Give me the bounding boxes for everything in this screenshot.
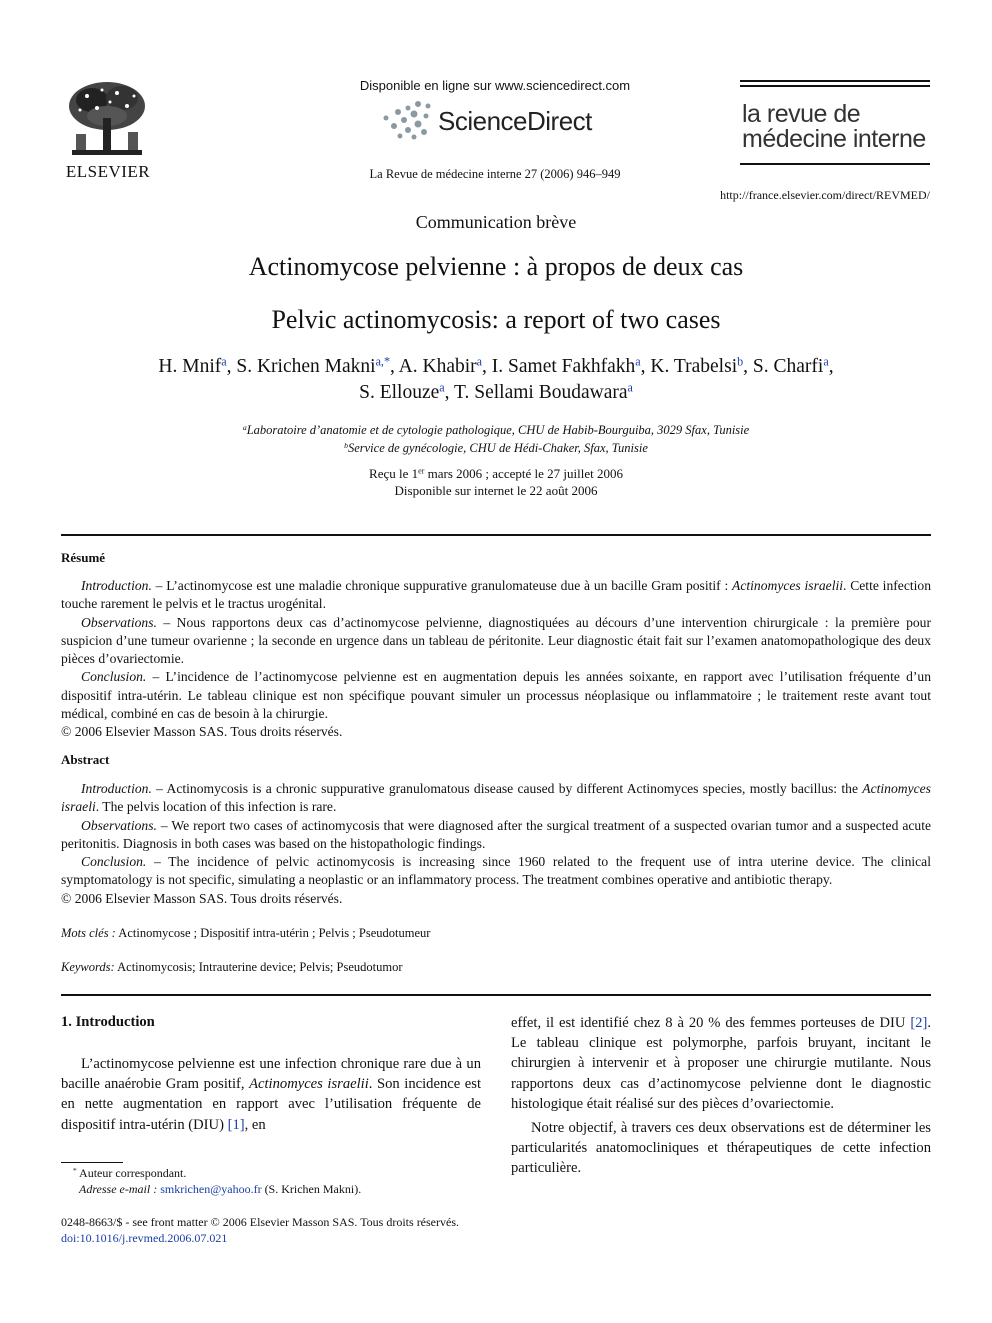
abstract-introduction: Introduction. – Actinomycosis is a chronic suppurative granulomatous disease caused by different Actinomyces species, mostly bacillus: the Actinomyces israeli. The pelvis location of this infection is rare. xyxy=(61,781,931,815)
page-footer xyxy=(61,1214,661,1246)
email-link[interactable]: smkrichen@yahoo.fr xyxy=(160,1182,262,1196)
resume-copyright: © 2006 Elsevier Masson SAS. Tous droits réservés. xyxy=(61,724,343,740)
footnotes xyxy=(61,1165,491,1197)
resume-conclusion: Conclusion. – L’incidence de l’actinomycose pelvienne est en augmentation depuis les années soixante, en rapport avec l’utilisation fréquente d’un dispositif intra-utérin. Le tableau clinique est non spécifique pouvant simuler un processus néoplasique ou inflammatoire ; le traitement reste avant tout médical, combiné en cas de besoin à la chirurgie. xyxy=(61,669,931,722)
resume-observations: Observations. – Nous rapportons deux cas d’actinomycose pelvienne, diagnostiquées au décours d’une intervention chirurgicale : la première pour suspicion d’une tumeur ovarienne ; la seconde en urgence dans un tableau de péritonite. Leur diagnostic était fait sur l’examen anatomopathologique des deux pièces d’ovariectomie. xyxy=(61,614,931,667)
paragraph: Notre objectif, à travers ces deux observations est de déterminer les particularités anatomocliniques et thérapeutiques de cette infection particulière. xyxy=(511,1120,931,1177)
sciencedirect-dots-icon xyxy=(378,100,434,140)
journal-name xyxy=(742,102,942,152)
author: S. Ellouze$^a$, xyxy=(359,380,455,403)
footnote-rule xyxy=(61,1162,123,1163)
footnote-email: Adresse e-mail : smkrichen@yahoo.fr (S. Krichen Makni). xyxy=(79,1182,362,1196)
paragraph: L’actinomycose pelvienne est une infection chronique rare due à un bacille anaérobie Gram positif, Actinomyces israelii. Son incidence est en nette augmentation en rapport avec l’utilisation fréquente de dispositif intra-utérin (DIU) [1], en xyxy=(61,1056,481,1133)
author: S. Charfi$^a$, xyxy=(752,354,834,377)
author: K. Trabelsi$^b$, xyxy=(650,354,753,377)
reference-link[interactable]: [2] xyxy=(910,1015,928,1031)
paragraph: effet, il est identifié chez 8 à 20 % des femmes porteuses de DIU [2]. Le tableau clinique est polymorphe, parfois bruyant, incitant le chirurgien à intervenir et à proposer une chirurgie mutilante. Nous rapportons deux cas d’actinomycose pelvienne dont le diagnostic histologique était réalisé sur des pièces d’ovariectomie. xyxy=(511,1015,931,1112)
journal-name-line1: la revue de xyxy=(742,100,861,128)
keywords-english: Keywords: Actinomycosis; Intrauterine device; Pelvis; Pseudotumor xyxy=(61,960,403,974)
article-dates xyxy=(60,465,932,499)
affiliations xyxy=(60,421,932,457)
sciencedirect-brand: ScienceDirect xyxy=(438,106,592,136)
title-french: Actinomycose pelvienne : à propos de deux cas xyxy=(248,252,744,281)
author: I. Samet Fakhfakh$^a$, xyxy=(491,354,651,377)
issn-line: 0248-8663/$ - see front matter © 2006 Elsevier Masson SAS. Tous droits réservés. xyxy=(61,1215,459,1229)
publisher-name: ELSEVIER xyxy=(65,162,151,181)
abstract-observations: Observations. – We report two cases of actinomycosis that were diagnosed after the surgical treatment of a suspected ovarian tumor and a suspected acute peritonitis. Diagnosis in both cases was based on the histopathologic findings. xyxy=(61,817,932,851)
abstract-copyright: © 2006 Elsevier Masson SAS. Tous droits réservés. xyxy=(61,890,343,906)
sciencedirect-availability: Disponible en ligne sur www.sciencedirect.com xyxy=(359,78,631,93)
section-heading-introduction: 1. Introduction xyxy=(61,1014,155,1030)
right-column xyxy=(511,1013,931,1183)
reference-link[interactable]: [1] xyxy=(227,1116,245,1133)
author: A. Khabir$^a$, xyxy=(398,354,492,377)
affiliation: $^a$Laboratoire d’anatomie et de cytologie pathologique, CHU de Habib-Bourguiba, 3029 Sfax, Tunisie xyxy=(242,422,750,437)
journal-rules xyxy=(740,80,930,100)
keywords-french: Mots clés : Actinomycose ; Dispositif intra-utérin ; Pelvis ; Pseudotumeur xyxy=(61,926,431,940)
journal-url[interactable]: http://france.elsevier.com/direct/REVMED/ xyxy=(720,188,930,202)
journal-name-line2: médecine interne xyxy=(742,125,926,153)
journal-rule xyxy=(740,163,930,165)
resume-introduction: Introduction. – L’actinomycose est une maladie chronique suppurative granulomateuse due à un bacille Gram positif : Actinomyces israelii. Cette infection touche rarement le pelvis et le tractus urogénital. xyxy=(61,578,931,612)
resume-heading: Résumé xyxy=(61,550,106,565)
author: S. Krichen Makni$^{a,*}$, xyxy=(236,354,399,377)
abstract-body xyxy=(61,780,931,908)
author-list xyxy=(60,354,932,406)
sciencedirect-logo xyxy=(378,100,618,142)
author: H. Mnif$^a$, xyxy=(158,354,237,377)
abstract-conclusion: Conclusion. – The incidence of pelvic actinomycosis is increasing since 1960 related to the frequent use of intra uterine device. The clinical symptomatology is not specific, simulating a neoplastic or an inflammatory process. The treatment combines operative and antibiotic therapy. xyxy=(61,854,931,888)
left-column xyxy=(61,1054,481,1139)
elsevier-tree-icon xyxy=(62,78,152,160)
resume-body xyxy=(61,577,931,742)
title-english: Pelvic actinomycosis: a report of two cases xyxy=(271,305,721,334)
received-date: Reçu le 1er mars 2006 ; accepté le 27 juillet 2006 xyxy=(369,466,623,481)
author: T. Sellami Boudawara$^a$ xyxy=(454,380,633,403)
elsevier-logo xyxy=(58,78,158,183)
footnote-corresponding: * Auteur correspondant. xyxy=(73,1165,187,1180)
online-date: Disponible sur internet le 22 août 2006 xyxy=(394,483,598,498)
affiliation: $^b$Service de gynécologie, CHU de Hédi-Chaker, Sfax, Tunisie xyxy=(344,440,648,455)
article-type: Communication brève xyxy=(415,212,577,232)
abstract-heading: Abstract xyxy=(61,752,110,767)
divider xyxy=(61,534,931,536)
divider xyxy=(61,994,931,996)
doi-link[interactable]: doi:10.1016/j.revmed.2006.07.021 xyxy=(61,1231,228,1245)
journal-citation: La Revue de médecine interne 27 (2006) 946–949 xyxy=(369,167,621,181)
